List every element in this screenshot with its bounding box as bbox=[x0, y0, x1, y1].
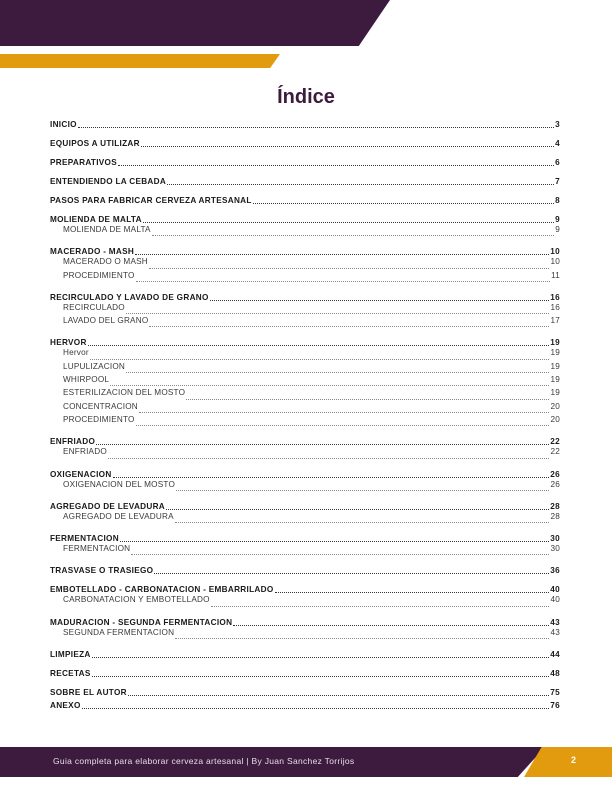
toc-page-number: 16 bbox=[550, 302, 560, 312]
table-of-contents bbox=[50, 120, 560, 711]
toc-dot-leader bbox=[143, 221, 554, 223]
toc-entry[interactable] bbox=[50, 585, 560, 595]
toc-entry[interactable] bbox=[50, 566, 560, 576]
toc-dot-leader bbox=[92, 675, 550, 677]
toc-entry-label: OXIGENACION DEL MOSTO bbox=[63, 479, 176, 489]
toc-entry[interactable] bbox=[50, 470, 560, 480]
toc-page-number: 30 bbox=[550, 534, 560, 544]
toc-dot-leader bbox=[90, 358, 550, 360]
toc-page-number: 28 bbox=[550, 501, 560, 511]
toc-entry[interactable] bbox=[50, 120, 560, 130]
toc-dot-leader bbox=[92, 656, 550, 658]
toc-dot-leader bbox=[113, 476, 550, 478]
toc-entry[interactable] bbox=[50, 338, 560, 348]
toc-entry[interactable] bbox=[50, 701, 560, 711]
toc-dot-leader bbox=[176, 489, 549, 491]
toc-entry-label: MACERADO - MASH bbox=[50, 247, 135, 257]
toc-entry-label: MACERADO O MASH bbox=[63, 257, 148, 267]
toc-page-number: 40 bbox=[550, 585, 560, 595]
toc-subentry[interactable] bbox=[50, 480, 560, 493]
toc-subentry[interactable] bbox=[50, 402, 560, 415]
toc-subentry[interactable] bbox=[50, 375, 560, 388]
toc-dot-leader bbox=[149, 267, 550, 269]
header-accent-stripe bbox=[0, 54, 280, 68]
toc-entry-label: MOLIENDA DE MALTA bbox=[50, 215, 142, 224]
toc-dot-leader bbox=[233, 624, 549, 626]
toc-entry[interactable] bbox=[50, 669, 560, 679]
toc-entry-label: Hervor bbox=[63, 348, 89, 358]
toc-page-number: 19 bbox=[550, 375, 560, 385]
toc-entry[interactable] bbox=[50, 618, 560, 628]
toc-page-number: 6 bbox=[555, 158, 560, 167]
toc-entry-label: HERVOR bbox=[50, 338, 87, 348]
toc-page-number: 19 bbox=[550, 348, 560, 358]
toc-entry-label: INICIO bbox=[50, 120, 77, 129]
toc-page-number: 48 bbox=[550, 669, 560, 679]
toc-entry-label: PREPARATIVOS bbox=[50, 158, 117, 167]
toc-subentry[interactable] bbox=[50, 257, 560, 270]
toc-entry-label: ENTENDIENDO LA CEBADA bbox=[50, 177, 167, 186]
toc-dot-leader bbox=[135, 253, 549, 255]
toc-subentry[interactable] bbox=[50, 388, 560, 401]
toc-entry-label: LAVADO DEL GRANO bbox=[63, 316, 149, 326]
toc-entry-label: LIMPIEZA bbox=[50, 650, 91, 660]
toc-dot-leader bbox=[152, 234, 555, 236]
toc-page-number: 22 bbox=[550, 447, 560, 457]
toc-page-number: 4 bbox=[555, 139, 560, 148]
toc-dot-leader bbox=[141, 145, 554, 147]
toc-page-number: 43 bbox=[550, 627, 560, 637]
toc-page-number: 10 bbox=[550, 247, 560, 257]
toc-entry[interactable] bbox=[50, 215, 560, 225]
toc-subentry[interactable] bbox=[50, 447, 560, 460]
toc-entry[interactable] bbox=[50, 247, 560, 257]
toc-entry-label: CARBONATACION Y EMBOTELLADO bbox=[63, 595, 210, 605]
toc-page-number: 3 bbox=[555, 120, 560, 129]
toc-page-number: 28 bbox=[550, 511, 560, 521]
toc-entry-label: WHIRPOOL bbox=[63, 375, 110, 385]
toc-dot-leader bbox=[128, 694, 549, 696]
toc-dot-leader bbox=[118, 164, 554, 166]
toc-dot-leader bbox=[175, 637, 549, 639]
toc-dot-leader bbox=[154, 572, 549, 574]
toc-entry-label: AGREGADO DE LEVADURA bbox=[63, 511, 174, 521]
toc-dot-leader bbox=[96, 443, 549, 445]
toc-dot-leader bbox=[166, 508, 549, 510]
toc-dot-leader bbox=[149, 325, 549, 327]
toc-dot-leader bbox=[131, 553, 549, 555]
toc-entry[interactable] bbox=[50, 177, 560, 187]
toc-entry[interactable] bbox=[50, 534, 560, 544]
toc-page-number: 16 bbox=[550, 292, 560, 302]
toc-page-number: 20 bbox=[550, 401, 560, 411]
toc-dot-leader bbox=[210, 299, 550, 301]
toc-entry-label: CONCENTRACION bbox=[63, 401, 138, 411]
toc-page-number: 30 bbox=[550, 544, 560, 554]
footer-text: Guia completa para elaborar cerveza artesanal | By Juan Sanchez Torrijos bbox=[53, 756, 355, 766]
toc-entry-label: TRASVASE O TRASIEGO bbox=[50, 566, 154, 576]
toc-dot-leader bbox=[120, 540, 549, 542]
toc-page-number: 9 bbox=[555, 225, 560, 234]
toc-subentry[interactable] bbox=[50, 544, 560, 557]
toc-page-number: 19 bbox=[550, 338, 560, 348]
toc-dot-leader bbox=[275, 591, 550, 593]
toc-page-number: 44 bbox=[550, 650, 560, 660]
toc-entry-label: PASOS PARA FABRICAR CERVEZA ARTESANAL bbox=[50, 196, 252, 205]
toc-entry[interactable] bbox=[50, 688, 560, 698]
toc-page-number: 43 bbox=[550, 617, 560, 627]
toc-page-number: 76 bbox=[550, 701, 560, 711]
toc-entry-label: RECIRCULADO Y LAVADO DE GRANO bbox=[50, 292, 209, 302]
header-band bbox=[0, 0, 390, 46]
toc-dot-leader bbox=[78, 126, 554, 128]
toc-page-number: 26 bbox=[550, 479, 560, 489]
toc-entry[interactable] bbox=[50, 139, 560, 149]
toc-page-number: 75 bbox=[550, 688, 560, 698]
toc-dot-leader bbox=[108, 457, 550, 459]
toc-subentry[interactable] bbox=[50, 628, 560, 641]
toc-page-number: 17 bbox=[550, 316, 560, 326]
toc-entry-label: ESTERILIZACION DEL MOSTO bbox=[63, 388, 186, 398]
toc-page-number: 19 bbox=[550, 388, 560, 398]
toc-entry-label: PROCEDIMIENTO bbox=[63, 270, 135, 280]
toc-entry-label: ANEXO bbox=[50, 701, 81, 711]
toc-dot-leader bbox=[126, 371, 549, 373]
toc-dot-leader bbox=[167, 183, 554, 185]
toc-dot-leader bbox=[186, 398, 549, 400]
toc-entry-label: SOBRE EL AUTOR bbox=[50, 688, 127, 698]
toc-page-number: 22 bbox=[550, 437, 560, 447]
toc-subentry[interactable] bbox=[50, 415, 560, 428]
toc-entry-label: FERMENTACION bbox=[50, 534, 119, 544]
toc-entry[interactable] bbox=[50, 437, 560, 447]
toc-entry-label: LUPULIZACION bbox=[63, 361, 125, 371]
toc-entry[interactable] bbox=[50, 196, 560, 206]
toc-entry-label: ENFRIADO bbox=[50, 437, 96, 447]
toc-dot-leader bbox=[110, 384, 549, 386]
toc-subentry[interactable] bbox=[50, 595, 560, 608]
toc-dot-leader bbox=[136, 280, 550, 282]
toc-dot-leader bbox=[126, 312, 550, 314]
toc-page-number: 20 bbox=[550, 414, 560, 424]
page-number: 2 bbox=[571, 755, 577, 765]
toc-subentry[interactable] bbox=[50, 271, 560, 284]
toc-page-number: 9 bbox=[555, 215, 560, 224]
toc-entry[interactable] bbox=[50, 650, 560, 660]
toc-subentry[interactable] bbox=[50, 316, 560, 329]
toc-page-number: 7 bbox=[555, 177, 560, 186]
toc-entry-label: EMBOTELLADO - CARBONATACION - EMBARRILADO bbox=[50, 585, 274, 595]
toc-entry-label: AGREGADO DE LEVADURA bbox=[50, 501, 166, 511]
toc-page-number: 36 bbox=[550, 566, 560, 576]
toc-subentry[interactable] bbox=[50, 348, 560, 361]
toc-entry-label: EQUIPOS A UTILIZAR bbox=[50, 139, 140, 148]
toc-entry[interactable] bbox=[50, 293, 560, 303]
toc-page-number: 10 bbox=[550, 257, 560, 267]
toc-entry-label: FERMENTACION bbox=[63, 544, 131, 554]
toc-page-number: 8 bbox=[555, 196, 560, 205]
toc-page-number: 19 bbox=[550, 361, 560, 371]
toc-dot-leader bbox=[175, 521, 550, 523]
toc-entry-label: ENFRIADO bbox=[63, 447, 107, 457]
toc-subentry[interactable] bbox=[50, 303, 560, 316]
toc-dot-leader bbox=[211, 605, 550, 607]
page-title: Índice bbox=[277, 86, 335, 108]
toc-entry-label: RECIRCULADO bbox=[63, 302, 125, 312]
toc-subentry[interactable] bbox=[50, 512, 560, 525]
toc-entry-label: MOLIENDA DE MALTA bbox=[63, 225, 151, 234]
toc-entry[interactable] bbox=[50, 502, 560, 512]
toc-entry-label: OXIGENACION bbox=[50, 469, 112, 479]
toc-entry-label: SEGUNDA FERMENTACION bbox=[63, 627, 175, 637]
toc-subentry[interactable] bbox=[50, 362, 560, 375]
toc-dot-leader bbox=[82, 707, 550, 709]
toc-dot-leader bbox=[253, 202, 554, 204]
toc-page-number: 26 bbox=[550, 469, 560, 479]
toc-entry[interactable] bbox=[50, 158, 560, 168]
toc-dot-leader bbox=[88, 344, 550, 346]
toc-entry-label: RECETAS bbox=[50, 669, 91, 679]
toc-dot-leader bbox=[139, 411, 550, 413]
toc-page-number: 11 bbox=[551, 270, 560, 280]
toc-page-number: 40 bbox=[550, 595, 560, 605]
toc-entry-label: PROCEDIMIENTO bbox=[63, 414, 135, 424]
toc-subentry[interactable] bbox=[50, 225, 560, 238]
toc-dot-leader bbox=[136, 424, 550, 426]
toc-entry-label: MADURACION - SEGUNDA FERMENTACION bbox=[50, 617, 233, 627]
